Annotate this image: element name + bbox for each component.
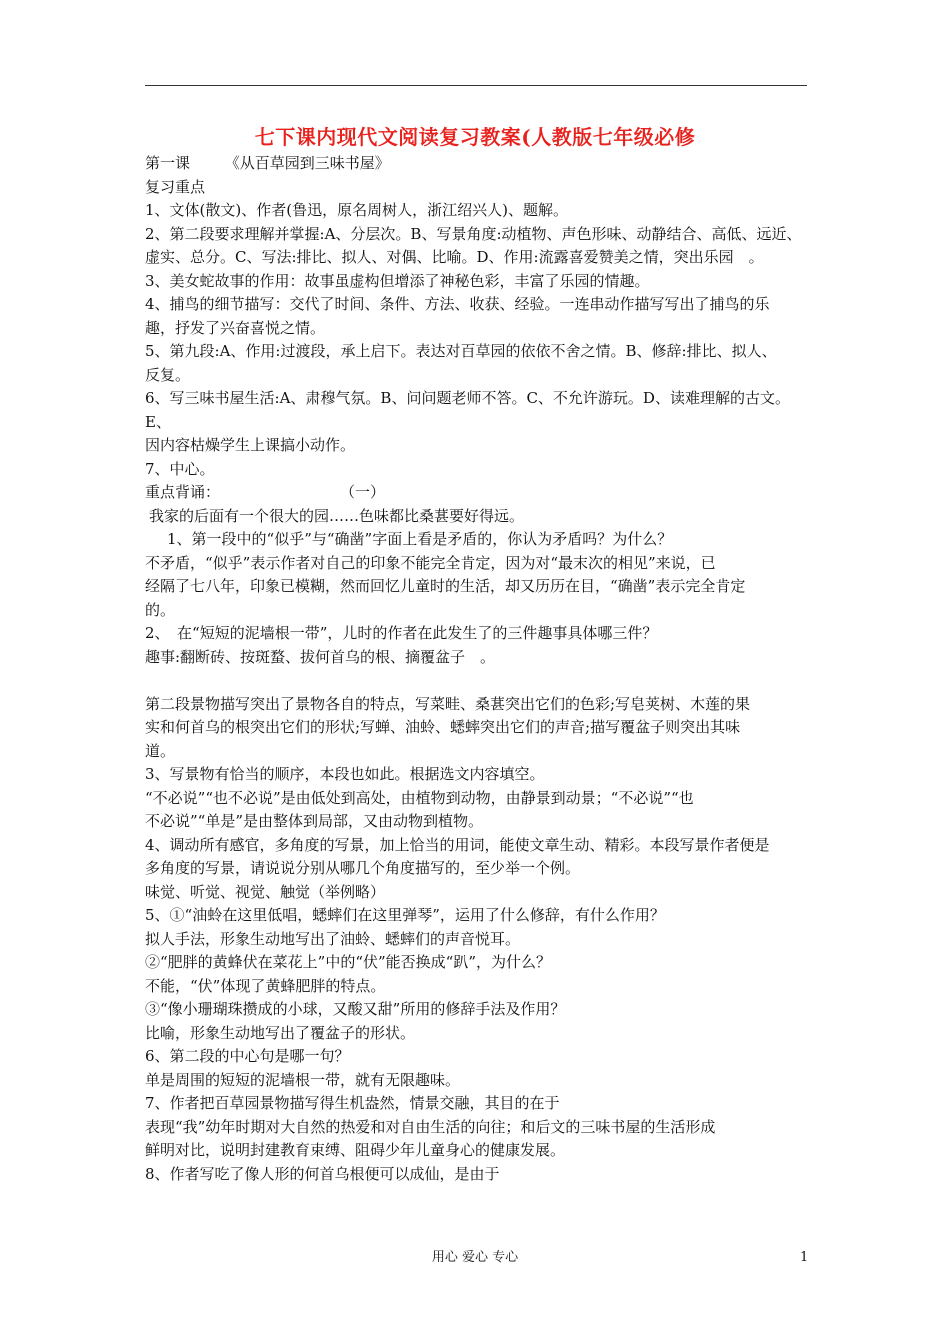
text-line: 7、中心。 <box>145 459 215 478</box>
text-line: 6、第二段的中心句是哪一句？ <box>145 1047 350 1065</box>
text-line: 复习重点 <box>145 177 206 196</box>
document-body <box>145 152 810 1186</box>
text-line: 表现“我”幼年时期对大自然的热爱和对自由生活的向往；和后文的三味书屋的生活形成 <box>145 1117 716 1136</box>
text-line: ③“像小珊瑚珠攒成的小球，又酸又甜”所用的修辞手法及作用？ <box>145 1000 566 1018</box>
text-line: “不必说”“也不必说”是由低处到高处，由植物到动物，由静景到动景；“不必说”“也 <box>145 788 694 807</box>
text-line: 3、美女蛇故事的作用：故事虽虚构但增添了神秘色彩，丰富了乐园的情趣。 <box>145 271 650 290</box>
text-line: 趣事:翻断砖、按斑蝥、拔何首乌的根、摘覆盆子 。 <box>145 647 496 666</box>
text-line: 1、第一段中的“似乎”与“确凿”字面上看是矛盾的，你认为矛盾吗？为什么？ <box>167 530 673 548</box>
text-line: 第一课 《从百草园到三味书屋》 <box>145 154 390 172</box>
text-line: 味觉、听觉、视觉、触觉（举例略） <box>145 882 386 901</box>
text-line: 的。 <box>145 600 176 619</box>
text-line: 4、捕鸟的细节描写：交代了时间、条件、方法、收获、经验。一连串动作描写写出了捕鸟的乐 <box>145 295 770 313</box>
text-line: 拟人手法，形象生动地写出了油蛉、蟋蟀们的声音悦耳。 <box>145 929 521 948</box>
text-line: 不必说”“单是”是由整体到局部，又由动物到植物。 <box>145 812 484 830</box>
header-rule <box>145 85 807 86</box>
text-line: 经隔了七八年，印象已模糊，然而回忆儿童时的生活，却又历历在目，“确凿”表示完全肯定 <box>145 577 746 595</box>
text-line: 不矛盾，“似乎”表示作者对自己的印象不能完全肯定，因为对“最末次的相见”来说，已 <box>145 553 716 572</box>
text-line: 我家的后面有一个很大的园……色味都比桑葚要好得远。 <box>149 506 525 525</box>
text-line: 5、第九段:A、作用:过渡段，承上启下。表达对百草园的依依不舍之情。B、修辞:排比、拟人、 <box>145 342 777 360</box>
text-line: 因内容枯燥学生上课搞小动作。 <box>145 436 356 454</box>
text-line: 鲜明对比，说明封建教育束缚、阻碍少年儿童身心的健康发展。 <box>145 1141 566 1159</box>
text-line: ②“肥胖的黄蜂伏在菜花上”中的“伏”能否换成“趴”，为什么？ <box>145 953 552 971</box>
blank-line <box>145 669 810 693</box>
text-line: 6、写三味书屋生活:A、肃穆气氛。B、问问题老师不答。C、不允许游玩。D、读难理解的古文。E、 <box>145 389 790 431</box>
text-line: 7、作者把百草园景物描写得生机盎然，情景交融，其目的在于 <box>145 1094 560 1112</box>
text-line: 重点背诵： （一） <box>145 483 386 501</box>
text-line: 2、第二段要求理解并掌握:A、分层次。B、写景角度:动植物、声色形味、动静结合、高低、远近、 <box>145 224 802 243</box>
text-line: 第二段景物描写突出了景物各自的特点，写菜畦、桑葚突出它们的色彩;写皂荚树、木莲的果 <box>145 694 751 713</box>
text-line: 单是周围的短短的泥墙根一带，就有无限趣味。 <box>145 1070 461 1089</box>
text-line: 不能，“伏”体现了黄蜂肥胖的特点。 <box>145 976 386 995</box>
text-line: 虚实、总分。C、写法:排比、拟人、对偶、比喻。D、作用:流露喜爱赞美之情，突出乐园 。 <box>145 248 764 266</box>
text-line: 4、调动所有感官，多角度的写景，加上恰当的用词，能使文章生动、精彩。本段写景作者便是 <box>145 835 770 854</box>
text-line: 5、①“油蛉在这里低唱，蟋蟀们在这里弹琴”，运用了什么修辞，有什么作用？ <box>145 906 665 924</box>
text-line: 反复。 <box>145 365 191 384</box>
text-line: 道。 <box>145 741 176 760</box>
text-line: 1、文体(散文)、作者(鲁迅，原名周树人，浙江绍兴人)、题解。 <box>145 201 568 219</box>
page-number: 1 <box>800 1250 809 1265</box>
text-line: 3、写景物有恰当的顺序，本段也如此。根据选文内容填空。 <box>145 765 545 783</box>
document-title: 七下课内现代文阅读复习教案(人教版七年级必修 <box>254 125 696 149</box>
text-line: 2、 在“短短的泥墙根一带”，儿时的作者在此发生了的三件趣事具体哪三件？ <box>145 624 658 642</box>
text-line: 趣，抒发了兴奋喜悦之情。 <box>145 318 326 337</box>
text-line: 实和何首乌的根突出它们的形状;写蝉、油蛉、蟋蟀突出它们的声音;描写覆盆子则突出其味 <box>145 718 741 736</box>
text-line: 多角度的写景，请说说分别从哪几个角度描写的，至少举一个例。 <box>145 859 581 877</box>
text-line: 8、作者写吃了像人形的何首乌根便可以成仙，是由于 <box>145 1164 500 1183</box>
footer-motto: 用心 爱心 专心 <box>431 1250 519 1265</box>
text-line: 比喻，形象生动地写出了覆盆子的形状。 <box>145 1023 416 1042</box>
